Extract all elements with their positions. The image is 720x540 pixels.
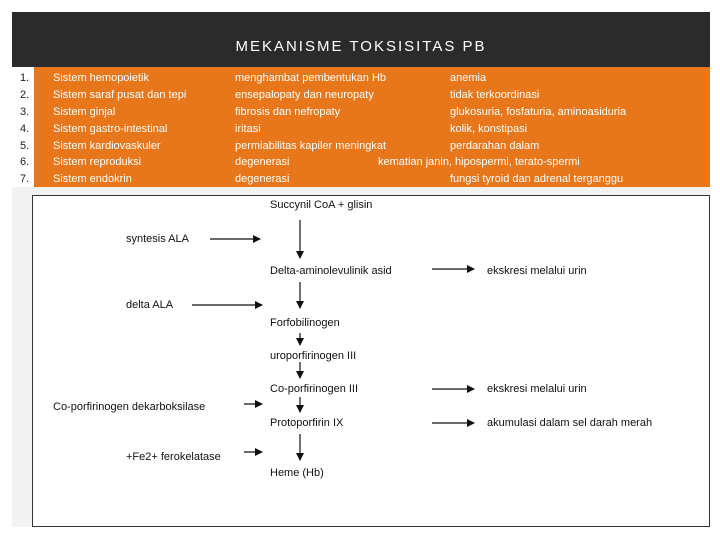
dekarboksilase-label: Co-porfirinogen dekarboksilase [53, 401, 206, 413]
system-name: Sistem kardiovaskuler [53, 139, 161, 152]
system-name: Sistem saraf pusat dan tepi [53, 88, 187, 101]
ekskresi-urin-label-2: ekskresi melalui urin [487, 383, 587, 395]
result-text: fungsi tyroid dan adrenal terganggu [450, 173, 624, 186]
heme-label: Heme (Hb) [270, 467, 324, 479]
system-name: Sistem gastro-intestinal [53, 122, 168, 135]
result-text: tidak terkoordinasi [450, 88, 540, 101]
effect-text: degenerasi [235, 173, 290, 186]
row-number: 2. [20, 88, 30, 101]
protoporfirin-label: Protoporfirin IX [270, 417, 344, 429]
result-text: kolik, konstipasi [450, 122, 528, 135]
system-name: Sistem reproduksi [53, 156, 142, 169]
effect-text: degenerasi [235, 156, 290, 169]
row-number: 5. [20, 139, 30, 152]
result-text: anemia [450, 72, 487, 84]
slide-title: MEKANISME TOKSISITAS PB [235, 38, 487, 55]
succinyl-label: Succynil CoA + glisin [270, 199, 373, 211]
system-name: Sistem hemopoietik [53, 72, 149, 84]
effect-text: menghambat pembentukan Hb [235, 72, 387, 84]
effect-text: permiabilitas kapiler meningkat [235, 139, 387, 152]
akumulasi-label: akumulasi dalam sel darah merah [487, 417, 653, 429]
syntesis-ala-label: syntesis ALA [126, 233, 189, 245]
ferokelatase-label: +Fe2+ ferokelatase [126, 451, 221, 463]
row-number: 6. [20, 156, 30, 169]
uroporfirinogen-label: uroporfirinogen III [270, 350, 357, 362]
result-text: glukosuria, fosfaturia, aminoasiduria [450, 105, 627, 118]
row-number: 4. [20, 122, 30, 135]
porfobilinogen-label: Forfobilinogen [270, 317, 340, 329]
delta-aminolevulinik-label: Delta-aminolevulinik asid [270, 265, 392, 277]
result-text: kematian janin, hipospermi, terato-spermi [378, 156, 580, 169]
result-text: perdarahan dalam [450, 139, 540, 152]
row-number: 1. [20, 72, 30, 84]
ekskresi-urin-label-1: ekskresi melalui urin [487, 265, 587, 277]
row-number: 3. [20, 105, 30, 118]
effect-text: ensepalopaty dan neuropaty [235, 88, 374, 101]
delta-ala-label: delta ALA [126, 299, 174, 311]
effect-text: iritasi [235, 122, 261, 135]
row-number: 7. [20, 173, 30, 186]
system-name: Sistem ginjal [53, 105, 116, 118]
coporfirinogen-label: Co-porfirinogen III [270, 383, 359, 395]
effect-text: fibrosis dan nefropaty [235, 105, 341, 118]
system-name: Sistem endokrin [53, 173, 132, 186]
